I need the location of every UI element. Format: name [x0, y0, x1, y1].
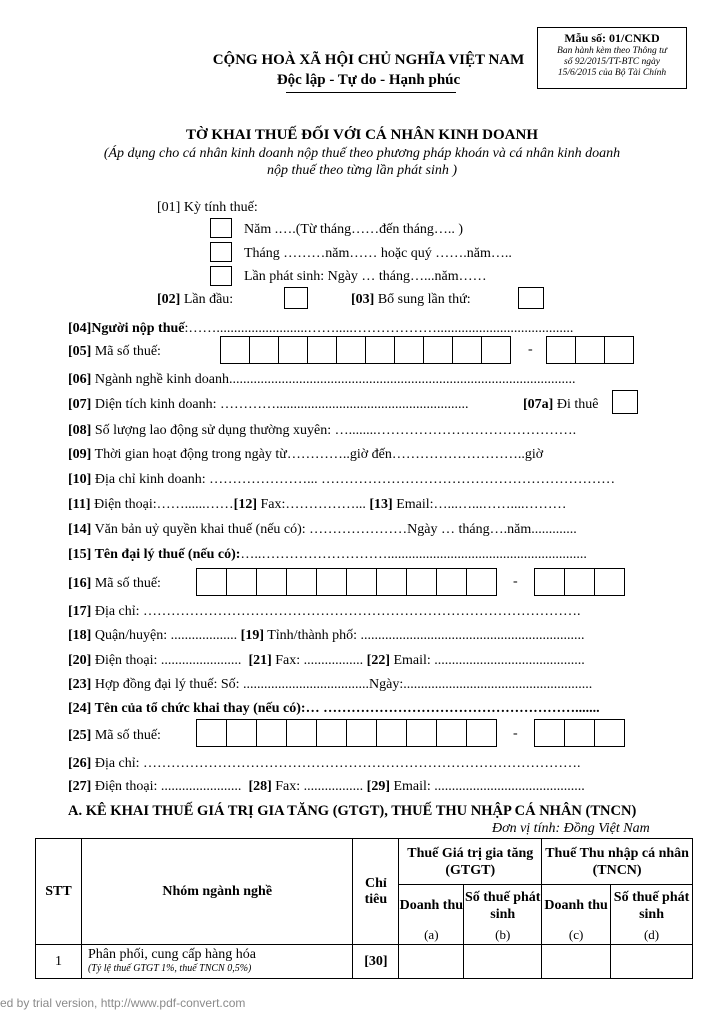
proxy-org-text: ……………………………………………….......: [319, 701, 600, 716]
field-agent-district: [68, 628, 585, 644]
agent-address-code: [17]: [68, 604, 92, 619]
trial-watermark: ed by trial version, http://www.pdf-convert.com: [0, 996, 246, 1010]
agent-fax-code: [21]: [248, 653, 272, 668]
form-note-line1: Ban hành kèm theo Thông tư: [557, 46, 667, 56]
proxy-phone-text: Điện thoại: .......................: [91, 779, 242, 794]
agent-fax-text: Fax: .................: [271, 653, 364, 668]
col-indicator-header: Chỉ tiêu: [353, 839, 399, 945]
proxy-fax-code: [28]: [248, 779, 272, 794]
agent-tax-code-cells[interactable]: [196, 568, 496, 596]
proxy-tax-code-cell[interactable]: [436, 719, 467, 747]
agent-tax-code-cell[interactable]: [406, 568, 437, 596]
labor-code: [08]: [68, 423, 92, 438]
tax-code-branch-cell[interactable]: [546, 336, 576, 364]
proxy-tax-code-code: [25]: [68, 728, 92, 743]
field-tax-code: [68, 344, 161, 360]
tax-code-cell[interactable]: [394, 336, 424, 364]
tax-code-label: Mã số thuế:: [91, 344, 161, 359]
form-subtitle-2: nộp thuế theo từng lần phát sinh ): [266, 163, 457, 178]
proxy-tax-code-cell[interactable]: [286, 719, 317, 747]
field-proxy-contact: [68, 779, 585, 795]
agent-tax-code-cell[interactable]: [436, 568, 467, 596]
proxy-address-text: Địa chỉ: ………………………………………………………………………………….: [91, 756, 581, 771]
first-time-text: Lần đầu:: [180, 292, 234, 307]
proxy-tax-code-dash: -: [513, 726, 518, 741]
tax-code-cell[interactable]: [365, 336, 395, 364]
tncn-header: Thuế Thu nhập cá nhân (TNCN): [542, 839, 693, 885]
authorization-text: Văn bản uỷ quyền khai thuế (nếu có): …………………Ngày … tháng….năm.............: [91, 522, 577, 537]
tax-code-branch-cell[interactable]: [575, 336, 605, 364]
field-agent-address: [68, 604, 581, 620]
supplement-text: Bổ sung lần thứ:: [374, 292, 471, 307]
field-labor: [68, 423, 576, 439]
form-title: TỜ KHAI THUẾ ĐỐI VỚI CÁ NHÂN KINH DOANH: [186, 127, 538, 143]
province-code: [19]: [240, 628, 264, 643]
tax-code-branch-cells[interactable]: [546, 336, 633, 364]
taxpayer-code: [04]Người nộp thuế: [68, 321, 185, 336]
tax-code-cell[interactable]: [423, 336, 453, 364]
proxy-tax-code-cell[interactable]: [346, 719, 377, 747]
business-line-text: Ngành nghề kinh doanh...................................................................................................: [91, 372, 576, 387]
proxy-tax-code-cell[interactable]: [406, 719, 437, 747]
field-business-area: [68, 397, 469, 413]
fax-text: Fax:……………...: [257, 497, 366, 512]
field-proxy-address: [68, 756, 581, 772]
period-month-option: Tháng ………năm…… hoặc quý …….năm…..: [244, 246, 512, 261]
agent-email-code: [22]: [366, 653, 390, 668]
period-label-text: Kỳ tính thuế:: [180, 200, 258, 215]
phone-text: Điện thoại:……......……: [90, 497, 234, 512]
proxy-tax-code-cell[interactable]: [256, 719, 287, 747]
first-time-label: [157, 292, 233, 308]
email-code: [13]: [369, 497, 393, 512]
table-row: [36, 945, 693, 979]
authorization-code: [14]: [68, 522, 92, 537]
agent-tax-code-cell[interactable]: [466, 568, 497, 596]
supplement-code: [03]: [351, 292, 375, 307]
supplement-number-box[interactable]: [518, 287, 544, 309]
rented-checkbox[interactable]: [612, 390, 638, 414]
field-proxy-org: [68, 701, 600, 717]
agent-tax-code-code: [16]: [68, 576, 92, 591]
rented-code: [07a]: [523, 397, 554, 412]
row-gtgt-tax[interactable]: [464, 945, 542, 979]
form-note-line2: số 92/2015/TT-BTC ngày: [564, 57, 660, 67]
email-text: Email:…...…...……....………: [392, 497, 567, 512]
period-code: [01]: [157, 200, 181, 215]
agent-tax-code-label: Mã số thuế:: [91, 576, 161, 591]
agent-tax-code-cell[interactable]: [256, 568, 287, 596]
row-indicator: [30]: [353, 945, 399, 979]
motto: Độc lập - Tự do - Hạnh phúc: [276, 72, 461, 88]
agent-address-text: Địa chỉ: ………………………………………………………………………………….: [91, 604, 581, 619]
agent-email-text: Email: ...........................................: [389, 653, 585, 668]
proxy-tax-code-branch-cell[interactable]: [564, 719, 595, 747]
rented-text: Đi thuê: [553, 397, 599, 412]
agent-tax-code-branch-cell[interactable]: [564, 568, 595, 596]
period-event-checkbox[interactable]: [210, 266, 232, 286]
agent-tax-code-branch-cell[interactable]: [594, 568, 625, 596]
form-number-box: [537, 27, 687, 89]
form-subtitle-1: (Áp dụng cho cá nhân kinh doanh nộp thuế theo phương pháp khoán và cá nhân kinh doanh: [103, 146, 621, 161]
proxy-tax-code-branch-cell[interactable]: [594, 719, 625, 747]
period-year-checkbox[interactable]: [210, 218, 232, 238]
proxy-email-text: Email: ...........................................: [389, 779, 585, 794]
field-taxpayer: [68, 321, 573, 337]
district-code: [18]: [68, 628, 92, 643]
field-agent-contract: [68, 677, 592, 693]
labor-text: Số lượng lao động sử dụng thường xuyên: …........…………………………………….: [91, 423, 577, 438]
period-event-option: Lần phát sinh: Ngày … tháng…...năm……: [244, 269, 487, 284]
taxpayer-dots: :……..........................…….....……………….......................................: [184, 321, 574, 336]
business-line-code: [06]: [68, 372, 92, 387]
tax-code-cells[interactable]: [220, 336, 510, 364]
form-note-line3: 15/6/2015 của Bộ Tài Chính: [557, 68, 667, 78]
business-address-code: [10]: [68, 472, 92, 487]
tax-code-cell[interactable]: [481, 336, 511, 364]
tax-code-cell[interactable]: [220, 336, 250, 364]
proxy-email-code: [29]: [366, 779, 390, 794]
field-agent-tax-code: [68, 576, 161, 592]
fax-code: [12]: [233, 497, 257, 512]
business-area-code: [07]: [68, 397, 92, 412]
gtgt-header: Thuế Giá trị gia tăng (GTGT): [399, 839, 542, 885]
tax-code-branch-cell[interactable]: [604, 336, 634, 364]
section-a-title: A. KÊ KHAI THUẾ GIÁ TRỊ GIA TĂNG (GTGT), THUẾ THU NHẬP CÁ NHÂN (TNCN): [68, 803, 637, 819]
agent-phone-code: [20]: [68, 653, 92, 668]
proxy-phone-code: [27]: [68, 779, 92, 794]
field-contact: [68, 497, 567, 513]
proxy-tax-code-cell[interactable]: [466, 719, 497, 747]
agent-tax-code-cell[interactable]: [376, 568, 407, 596]
row-group: [81, 945, 352, 979]
row-tncn-tax[interactable]: [611, 945, 693, 979]
hours-text: Thời gian hoạt động trong ngày từ…………..giờ đến………………………..giờ: [91, 447, 544, 462]
row-tncn-revenue[interactable]: [542, 945, 611, 979]
row-gtgt-revenue[interactable]: [399, 945, 464, 979]
business-address-text: Địa chỉ kinh doanh: …………………... ………………………………………………………: [91, 472, 616, 487]
field-tax-agent: [68, 547, 587, 563]
tncn-tax-header: Số thuế phát sinh: [611, 885, 693, 927]
motto-underline: [286, 92, 456, 93]
agent-tax-code-cell[interactable]: [286, 568, 317, 596]
agent-tax-code-cell[interactable]: [226, 568, 257, 596]
field-business-line: [68, 372, 575, 388]
tax-code-dash: -: [528, 342, 533, 357]
agent-tax-code-dash: -: [513, 574, 518, 589]
proxy-address-code: [26]: [68, 756, 92, 771]
col-stt-header: STT: [36, 839, 82, 945]
proxy-tax-code-cell[interactable]: [316, 719, 347, 747]
gtgt-tax-header: Số thuế phát sinh: [464, 885, 542, 927]
field-agent-contact: [68, 653, 585, 669]
business-area-text: Diện tích kinh doanh: ………….......................................................: [91, 397, 469, 412]
proxy-tax-code-cell[interactable]: [226, 719, 257, 747]
tax-declaration-table: [35, 838, 693, 979]
col-group-header: Nhóm ngành nghề: [81, 839, 352, 945]
period-year-option: Năm .….(Từ tháng……đến tháng….. ): [244, 222, 464, 237]
form-code: Mẫu số: 01/CNKD: [564, 31, 660, 45]
agent-tax-code-cell[interactable]: [196, 568, 227, 596]
field-hours: [68, 447, 543, 463]
hours-code: [09]: [68, 447, 92, 462]
row-stt: 1: [36, 945, 82, 979]
proxy-fax-text: Fax: .................: [271, 779, 364, 794]
agent-tax-code-cell[interactable]: [346, 568, 377, 596]
tax-code-cell[interactable]: [278, 336, 308, 364]
proxy-tax-code-cells[interactable]: [196, 719, 496, 747]
supplement-label: [351, 292, 471, 308]
proxy-org-code: [24] Tên của tổ chức khai thay (nếu có):…: [68, 701, 320, 716]
field-authorization: [68, 522, 577, 538]
proxy-tax-code-branch-cell[interactable]: [534, 719, 565, 747]
col-d-label: (d): [611, 927, 693, 945]
tax-code-code: [05]: [68, 344, 92, 359]
tax-code-cell[interactable]: [336, 336, 366, 364]
col-a-label: (a): [399, 927, 464, 945]
proxy-tax-code-cell[interactable]: [376, 719, 407, 747]
row-group-note: (Tỷ lệ thuế GTGT 1%, thuế TNCN 0,5%): [87, 962, 252, 974]
agent-tax-code-branch-cells[interactable]: [534, 568, 624, 596]
col-b-label: (b): [464, 927, 542, 945]
district-text: Quận/huyện: ...................: [91, 628, 238, 643]
tncn-revenue-header: Doanh thu: [542, 885, 611, 927]
gtgt-revenue-header: Doanh thu: [399, 885, 464, 927]
field-rented: [523, 397, 598, 413]
agent-contract-text: Hợp đồng đại lý thuế: Số: ....................................Ngày:......................................................: [91, 677, 593, 692]
field-business-address: [68, 472, 615, 488]
republic-heading: CỘNG HOÀ XÃ HỘI CHỦ NGHĨA VIỆT NAM: [212, 52, 525, 68]
agent-phone-text: Điện thoại: .......................: [91, 653, 242, 668]
agent-tax-code-cell[interactable]: [316, 568, 347, 596]
proxy-tax-code-label: Mã số thuế:: [91, 728, 161, 743]
tax-code-cell[interactable]: [307, 336, 337, 364]
period-month-checkbox[interactable]: [210, 242, 232, 262]
phone-code: [11]: [68, 497, 91, 512]
province-text: Tỉnh/thành phố: ................................................................: [263, 628, 585, 643]
row-group-name: Phân phối, cung cấp hàng hóa: [87, 946, 256, 962]
col-c-label: (c): [542, 927, 611, 945]
first-time-code: [02]: [157, 292, 181, 307]
period-label: [157, 200, 258, 216]
tax-code-cell[interactable]: [452, 336, 482, 364]
field-proxy-tax-code: [68, 728, 161, 744]
tax-code-cell[interactable]: [249, 336, 279, 364]
tax-agent-code: [15] Tên đại lý thuế (nếu có):: [68, 547, 241, 562]
proxy-tax-code-cell[interactable]: [196, 719, 227, 747]
first-time-checkbox[interactable]: [284, 287, 308, 309]
agent-tax-code-branch-cell[interactable]: [534, 568, 565, 596]
agent-contract-code: [23]: [68, 677, 92, 692]
unit-note: Đơn vị tính: Đồng Việt Nam: [492, 821, 650, 836]
proxy-tax-code-branch-cells[interactable]: [534, 719, 624, 747]
tax-agent-text: …..……………………….........................................................: [240, 547, 587, 562]
